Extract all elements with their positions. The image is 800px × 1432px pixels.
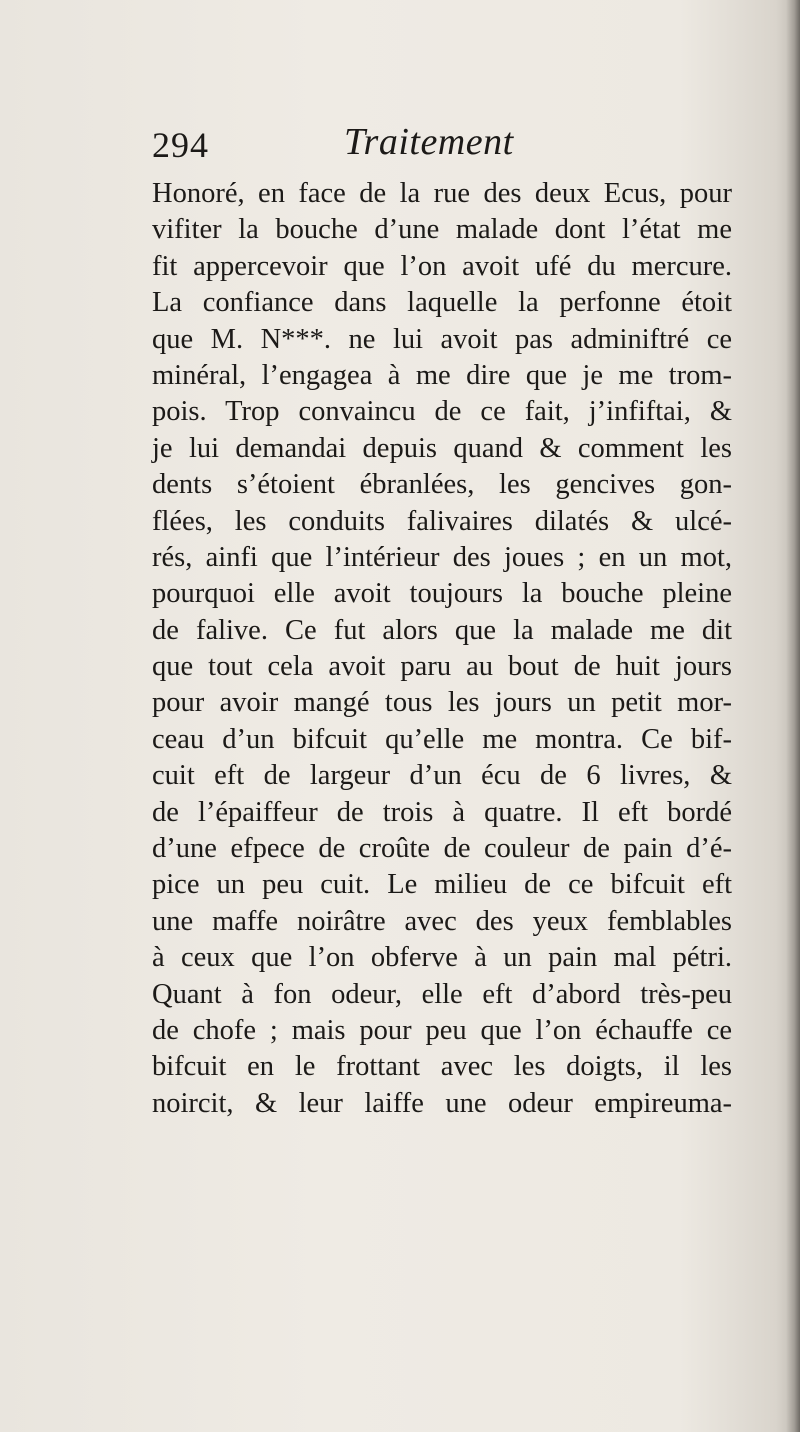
- text-line: de falive. Ce fut alors que la malade me dit: [152, 614, 732, 646]
- text-line: cuit eft de largeur d’un écu de 6 livres, &: [152, 760, 732, 792]
- text-line: flées, les conduits falivaires dilatés & ulcé-: [152, 505, 732, 537]
- body-text: [152, 176, 732, 1122]
- text-line: minéral, l’engagea à me dire que je me trom-: [152, 359, 732, 391]
- text-line: à ceux que l’on obferve à un pain mal pétri.: [152, 942, 732, 974]
- text-line: que tout cela avoit paru au bout de huit jours: [152, 651, 732, 683]
- page-edge-shadow: [786, 0, 800, 1432]
- text-line: noircit, & leur laiffe une odeur empireuma-: [152, 1087, 732, 1119]
- text-line: pour avoir mangé tous les jours un petit mor-: [152, 687, 732, 719]
- text-line: que M. N***. ne lui avoit pas adminiftré ce: [152, 323, 732, 355]
- text-line: de chofe ; mais pour peu que l’on échauffe ce: [152, 1014, 732, 1046]
- text-line: bifcuit en le frottant avec les doigts, il les: [152, 1051, 732, 1083]
- text-line: Honoré, en face de la rue des deux Ecus, pour: [152, 178, 732, 209]
- page-header: [152, 118, 712, 174]
- text-line: Quant à fon odeur, elle eft d’abord très-peu: [152, 978, 732, 1010]
- text-line: une maffe noirâtre avec des yeux femblables: [152, 905, 732, 937]
- running-title: Traitement: [344, 121, 514, 163]
- text-line: rés, ainfi que l’intérieur des joues ; en un mot,: [152, 541, 732, 573]
- text-line: pourquoi elle avoit toujours la bouche pleine: [152, 578, 732, 610]
- text-line: pice un peu cuit. Le milieu de ce bifcuit eft: [152, 869, 732, 901]
- text-line: dents s’étoient ébranlées, les gencives gon-: [152, 469, 732, 501]
- text-line: pois. Trop convaincu de ce fait, j’infiftai, &: [152, 396, 732, 428]
- text-line: de l’épaiffeur de trois à quatre. Il eft bordé: [152, 796, 732, 828]
- text-line: fit appercevoir que l’on avoit ufé du mercure.: [152, 250, 732, 282]
- text-line: d’une efpece de croûte de couleur de pain d’é-: [152, 833, 732, 865]
- page-number: 294: [152, 125, 209, 165]
- text-line: vifiter la bouche d’une malade dont l’état me: [152, 214, 732, 246]
- text-line: ceau d’un bifcuit qu’elle me montra. Ce bif-: [152, 723, 732, 755]
- text-line: je lui demandai depuis quand & comment les: [152, 432, 732, 464]
- text-line: La confiance dans laquelle la perfonne étoit: [152, 287, 732, 319]
